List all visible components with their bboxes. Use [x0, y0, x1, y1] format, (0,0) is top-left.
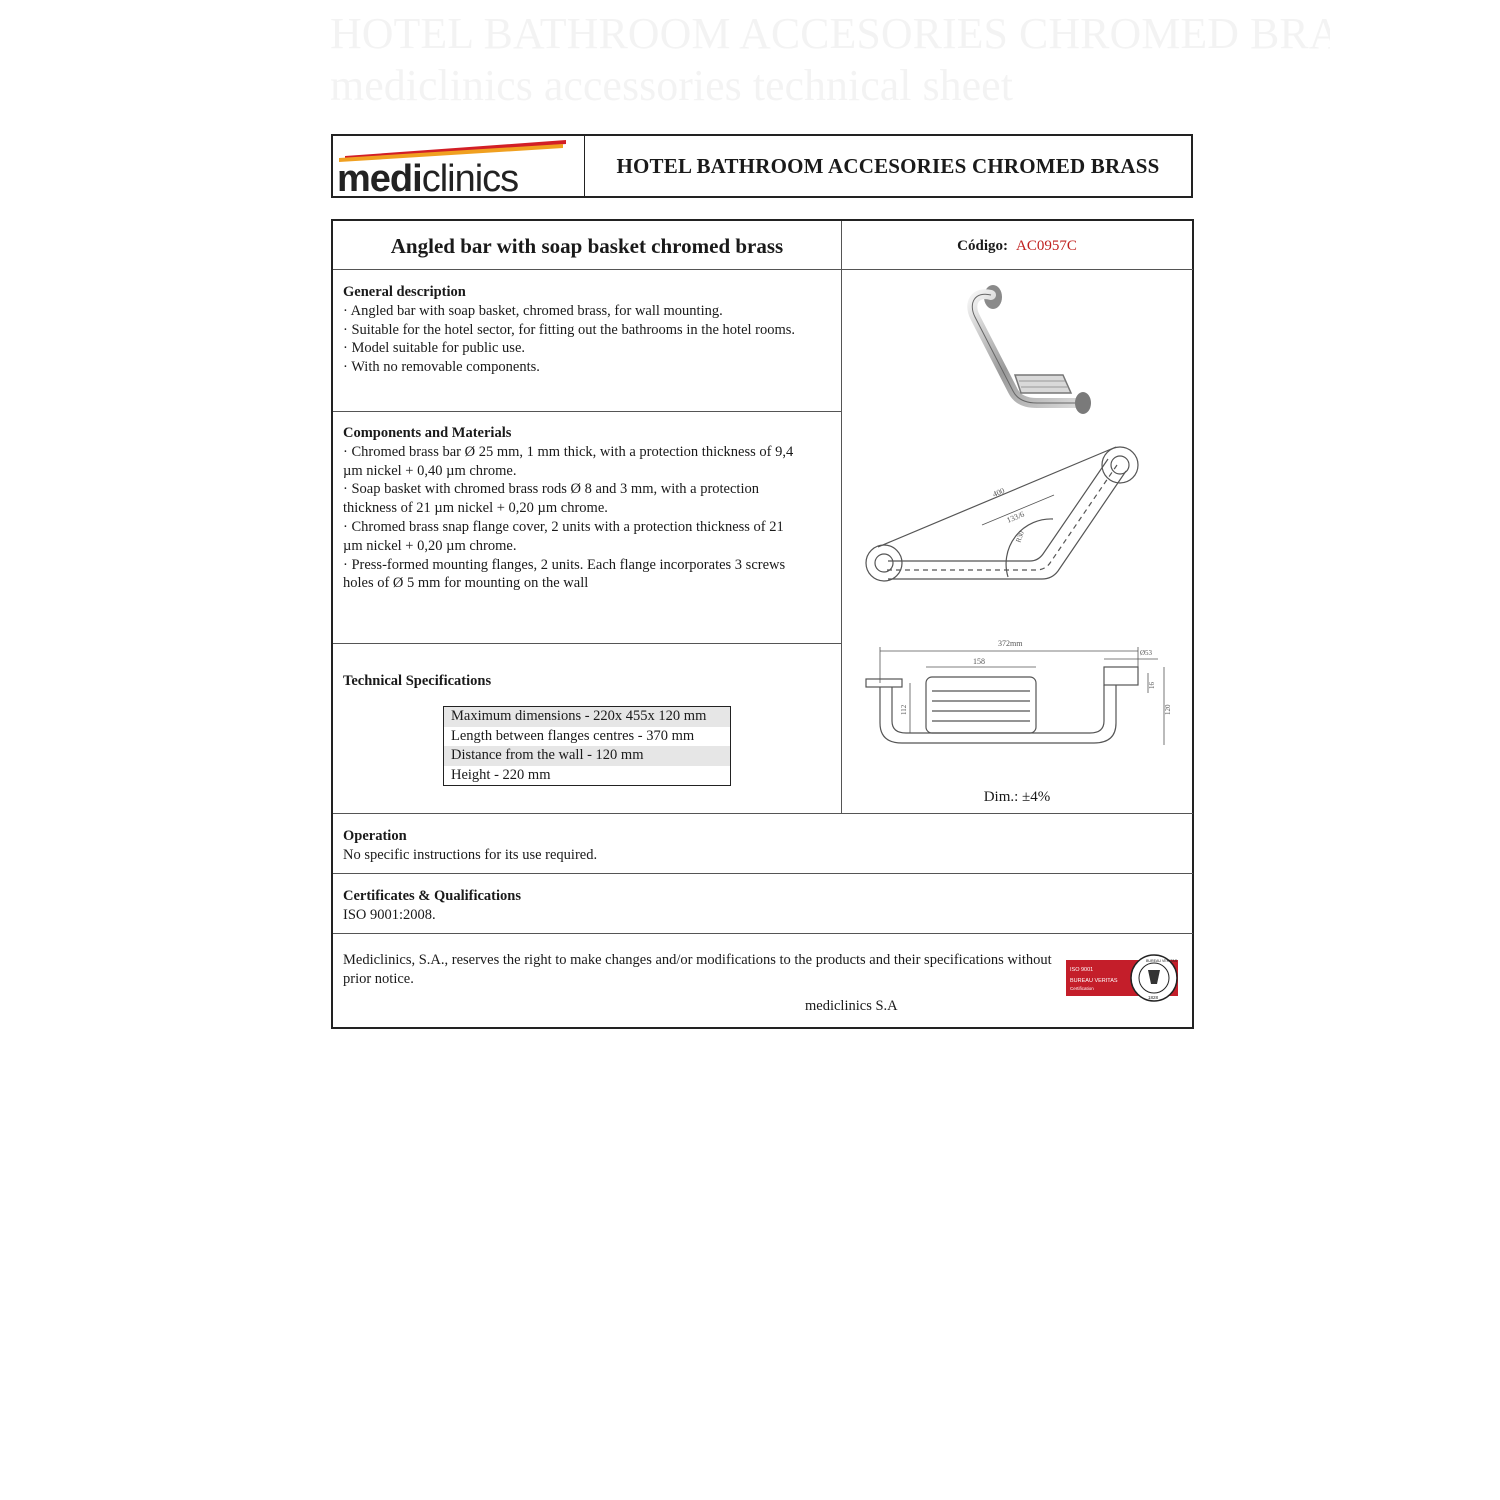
- component-line: thickness of 21 µm nickel + 0,20 µm chrome.: [343, 500, 608, 517]
- bureau-veritas-badge: [1066, 954, 1178, 1002]
- column-divider: [841, 221, 842, 814]
- spec-row: Length between flanges centres - 370 mm: [451, 727, 695, 744]
- ghost-line: [330, 60, 1330, 112]
- code-label: Código:: [957, 237, 1008, 254]
- row-divider: [333, 643, 841, 644]
- spec-row: Height - 220 mm: [451, 766, 551, 783]
- section-heading: Certificates & Qualifications: [343, 888, 521, 904]
- dimension-label: 112: [900, 704, 908, 715]
- dimension-label: 120: [1164, 704, 1172, 715]
- code-value: AC0957C: [1016, 237, 1077, 254]
- dimension-label: 372mm: [998, 639, 1023, 648]
- certificates-section: [343, 887, 521, 925]
- section-heading: General description: [343, 284, 466, 300]
- legal-notice: Mediclinics, S.A., reserves the right to make changes and/or modifications to the products and their specifications without prior notice.: [343, 952, 1052, 987]
- description-line: · Angled bar with soap basket, chromed brass, for wall mounting.: [343, 302, 723, 319]
- product-code: [841, 221, 1193, 271]
- row-divider: [333, 813, 1193, 814]
- technical-specifications: [343, 672, 491, 691]
- component-line: · Chromed brass snap flange cover, 2 units with a protection thickness of 21: [343, 518, 784, 535]
- product-title: Angled bar with soap basket chromed brass: [390, 233, 784, 258]
- dimension-label: R30: [1014, 529, 1026, 544]
- cert-line: BUREAU VERITAS: [1070, 978, 1118, 984]
- logo-wordmark: [337, 158, 518, 201]
- component-line: holes of Ø 5 mm for mounting on the wall: [343, 575, 589, 592]
- company-signature: mediclinics S.A: [805, 998, 898, 1014]
- cert-line: Certification: [1070, 986, 1094, 991]
- operation-section: [343, 827, 597, 865]
- dimension-tolerance: Dim.: ±4%: [983, 789, 1051, 805]
- cert-line: ISO 9001: [1070, 967, 1094, 973]
- section-heading: Technical Specifications: [343, 673, 492, 689]
- seal-year: 1828: [1148, 995, 1159, 1000]
- description-line: · Model suitable for public use.: [343, 340, 526, 357]
- component-line: · Soap basket with chromed brass rods Ø 8 and 3 mm, with a protection: [343, 481, 759, 498]
- operation-text: No specific instructions for its use required.: [343, 846, 598, 863]
- spec-table: [443, 706, 731, 786]
- row-divider: [333, 873, 1193, 874]
- side-view-drawing: [858, 439, 1148, 587]
- background-ghost-text: [330, 8, 1330, 118]
- dimension-label: 400: [991, 486, 1006, 499]
- description-line: · Suitable for the hotel sector, for fitting out the bathrooms in the hotel rooms.: [343, 321, 796, 338]
- product-photo: [913, 281, 1123, 421]
- general-description: [343, 283, 795, 377]
- header-title: HOTEL BATHROOM ACCESORIES CHROMED BRASS: [616, 153, 1160, 178]
- component-line: µm nickel + 0,40 µm chrome.: [343, 462, 517, 479]
- certificates-text: ISO 9001:2008.: [343, 906, 436, 923]
- dimension-label: 158: [973, 657, 985, 666]
- component-line: · Chromed brass bar Ø 25 mm, 1 mm thick, with a protection thickness of 9,4: [343, 443, 794, 460]
- spec-row: Distance from the wall - 120 mm: [444, 746, 730, 766]
- logo-bold-text: medi: [337, 158, 422, 200]
- row-divider: [333, 411, 841, 412]
- soap-basket-icon: [1015, 375, 1071, 393]
- component-line: · Press-formed mounting flanges, 2 units. Each flange incorporates 3 screws: [343, 556, 786, 573]
- description-line: · With no removable components.: [343, 359, 540, 376]
- section-heading: Operation: [343, 828, 407, 844]
- dimension-label: 133/6: [1005, 509, 1026, 525]
- ghost-line: [330, 8, 1330, 60]
- components-materials: [343, 424, 793, 593]
- flange-icon: [1075, 392, 1091, 414]
- row-divider: [333, 933, 1193, 934]
- front-view-drawing: [858, 633, 1173, 763]
- dimension-label: Ø53: [1140, 649, 1153, 657]
- seal-text: BUREAU VERITAS: [1146, 959, 1178, 963]
- section-heading: Components and Materials: [343, 425, 512, 441]
- component-line: µm nickel + 0,20 µm chrome.: [343, 537, 517, 554]
- document-header: [331, 134, 1193, 198]
- product-sheet: [331, 219, 1194, 1029]
- logo-light-text: clinics: [421, 158, 519, 200]
- spec-row: Maximum dimensions - 220x 455x 120 mm: [444, 707, 730, 727]
- mediclinics-logo: [333, 136, 585, 200]
- dimension-label: 16: [1148, 682, 1156, 689]
- ghost-line: [330, 112, 1330, 118]
